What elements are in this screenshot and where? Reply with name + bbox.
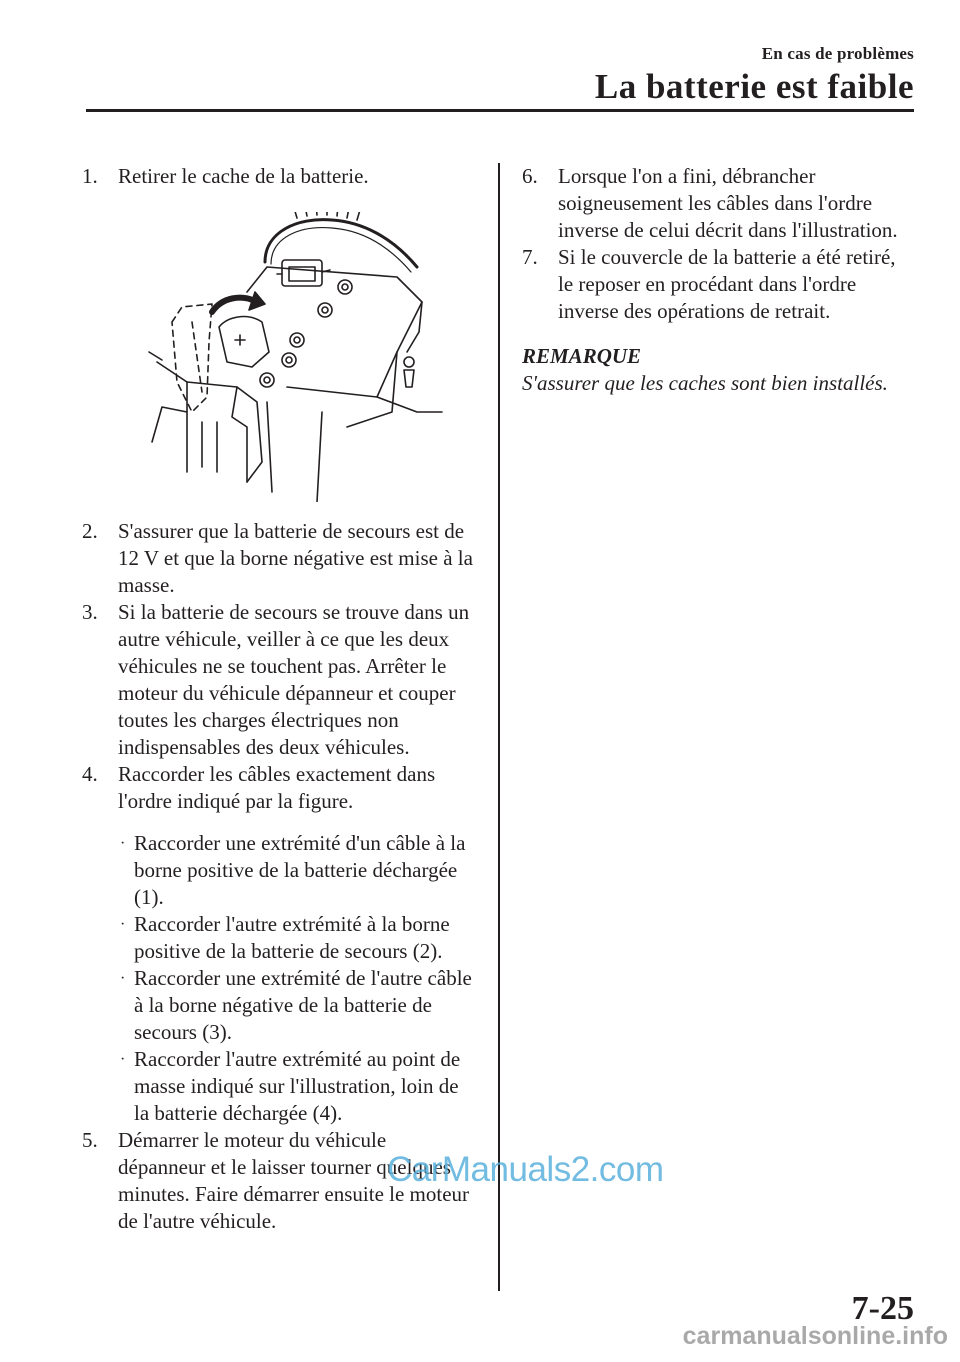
step-1 <box>82 163 477 190</box>
page-title: La batterie est faible <box>594 67 914 106</box>
step-text: Retirer le cache de la batterie. <box>118 164 369 188</box>
step-number: 2. <box>82 519 98 543</box>
step-number: 4. <box>82 762 98 786</box>
step-2 <box>82 518 477 599</box>
left-column <box>82 163 477 1235</box>
bullet-item <box>82 965 477 1046</box>
bullet-item <box>82 1046 477 1127</box>
step-text: Si la batterie de secours se trouve dans un autre véhicule, veiller à ce que les deux véhicules ne se touchent pas. Arrêter le moteur du véhicule dépanneur et couper toutes les charges électriques non indispensables des deux véhicules. <box>118 600 470 759</box>
bullet-item <box>82 830 477 911</box>
bullet-dot-icon: · <box>120 916 126 933</box>
header-rule <box>86 109 914 112</box>
step-text: Si le couvercle de la batterie a été retiré, le reposer en procédant dans l'ordre inverse des opérations de retrait. <box>558 245 896 323</box>
bullet-text: Raccorder l'autre extrémité à la borne positive de la batterie de secours (2). <box>134 912 450 963</box>
column-divider <box>498 163 500 1291</box>
page-header <box>595 44 914 107</box>
bullet-dot-icon: · <box>120 835 126 852</box>
bullet-text: Raccorder l'autre extrémité au point de masse indiqué sur l'illustration, loin de la batterie déchargée (4). <box>134 1047 461 1125</box>
footer-site-link[interactable]: carmanualsonline.info <box>682 1322 948 1350</box>
step-text: S'assurer que la batterie de secours est de 12 V et que la borne négative est mise à la masse. <box>118 519 473 597</box>
watermark: CarManuals2.com <box>387 1150 664 1189</box>
step-number: 1. <box>82 164 98 188</box>
page-number: 7-25 <box>851 1290 914 1327</box>
vent-caps-icon <box>260 280 352 387</box>
step-3 <box>82 599 477 761</box>
step-text: Raccorder les câbles exactement dans l'ordre indiqué par la figure. <box>118 762 436 813</box>
step-text: Lorsque l'on a fini, débrancher soigneusement les câbles dans l'ordre inverse de celui décrit dans l'illustration. <box>558 164 898 242</box>
step-7 <box>522 244 914 325</box>
step-text: Démarrer le moteur du véhicule dépanneur et le laisser tourner quelques minutes. Faire démarrer ensuite le moteur de l'autre véhicule. <box>118 1128 470 1233</box>
bullet-text: Raccorder une extrémité de l'autre câble à la borne négative de la batterie de secours (3). <box>134 966 472 1044</box>
right-column <box>522 163 914 397</box>
bullet-dot-icon: · <box>120 970 126 987</box>
battery-cover-illustration <box>147 212 447 502</box>
step-number: 7. <box>522 245 538 269</box>
step-4 <box>82 761 477 815</box>
bullet-dot-icon: · <box>120 1051 126 1068</box>
bullet-item <box>82 911 477 965</box>
note-heading: REMARQUE <box>522 344 642 368</box>
step-number: 3. <box>82 600 98 624</box>
bullet-text: Raccorder une extrémité d'un câble à la borne positive de la batterie déchargée (1). <box>134 831 466 909</box>
section-title: En cas de problèmes <box>761 44 914 63</box>
note-text: S'assurer que les caches sont bien installés. <box>522 371 888 395</box>
connection-bullet-list <box>82 830 477 1127</box>
step-6 <box>522 163 914 244</box>
step-number: 6. <box>522 164 538 188</box>
step-number: 5. <box>82 1128 98 1152</box>
